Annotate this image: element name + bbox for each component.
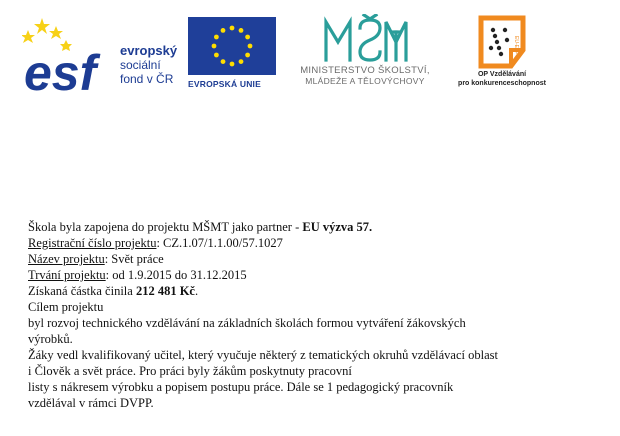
paragraph-line-4: vzdělával v rámci DVPP. [28, 396, 154, 410]
goal-label: Cílem projektu [28, 300, 104, 314]
amount-pre: Získaná částka činila [28, 284, 136, 298]
esf-line1: evropský [120, 43, 178, 58]
amount-line [28, 283, 608, 299]
msmt-line1: MINISTERSTVO ŠKOLSTVÍ, [300, 65, 430, 76]
op-vk-logo-icon [471, 14, 533, 70]
name-label: Název projektu [28, 252, 105, 266]
duration-line [28, 267, 608, 283]
msmt-logo [286, 14, 444, 94]
esf-text [120, 44, 177, 86]
amount-post: . [194, 284, 199, 298]
intro-text: Škola byla zapojena do projektu MŠMT jako partner - [28, 220, 303, 234]
op-vk-logo [442, 14, 562, 98]
msmt-logo-icon [320, 14, 410, 66]
reg-label: Registrační číslo projektu [28, 236, 157, 250]
op-vk-line1: OP Vzdělávání [477, 71, 527, 78]
svg-text:esf: esf [24, 45, 97, 96]
logo-bar [0, 0, 620, 110]
esf-line2: sociální [120, 58, 161, 72]
paragraph-line-2: i Člověk a svět práce. Pro práci byly žákům poskytnuty pracovní [28, 364, 352, 378]
intro-line [28, 219, 608, 235]
amount-value: 212 481 Kč [135, 284, 195, 298]
name-value: : Svět práce [104, 252, 164, 266]
paragraph-line-3: listy s nákresem výrobku a popisem postupu práce. Dále se 1 pedagogický pracovník [28, 380, 454, 394]
duration-value: : od 1.9.2015 do 31.12.2015 [105, 268, 247, 282]
goal-text-1: byl rozvoj technického vzdělávání na základních školách formou vytváření žákovských [28, 316, 466, 330]
duration-label: Trvání projektu [28, 268, 106, 282]
name-line [28, 251, 608, 267]
project-info [28, 219, 608, 411]
reg-value: : CZ.1.07/1.1.00/57.1027 [156, 236, 283, 250]
reg-line [28, 235, 608, 251]
msmt-line2: MLÁDEŽE A TĚLOVÝCHOVY [305, 76, 425, 86]
esf-line3: fond v ČR [120, 72, 174, 86]
goal-text-2: výrobků. [28, 332, 73, 346]
intro-call: EU výzva 57. [302, 220, 373, 234]
op-vk-line2: pro konkurenceschopnost [458, 80, 546, 87]
eu-logo [188, 17, 280, 93]
eu-label: EVROPSKÁ UNIE [188, 79, 261, 89]
eu-flag-icon [188, 17, 276, 75]
paragraph-line-1: Žáky vedl kvalifikovaný učitel, který vyučuje některý z tematických okruhů vzdělávací oblast [28, 348, 498, 362]
esf-logo [22, 10, 192, 100]
esf-logo-icon [22, 16, 118, 96]
svg-text:EU-ESF: EU-ESF [513, 36, 519, 55]
